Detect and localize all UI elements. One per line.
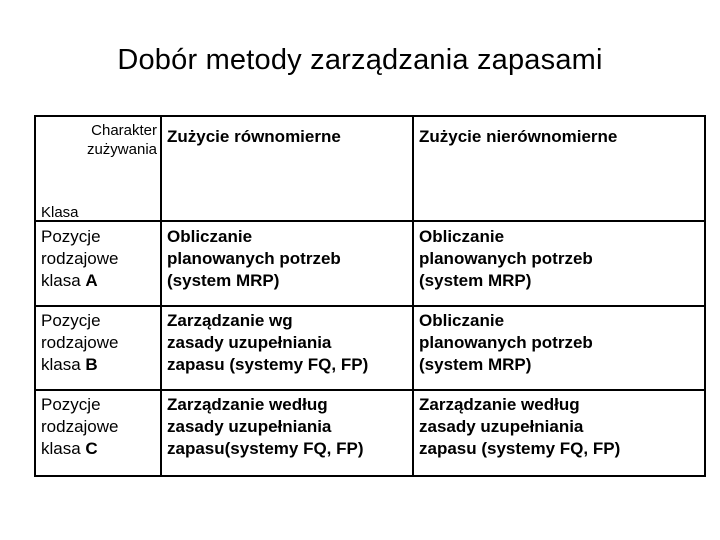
cell-line: Obliczanie: [167, 227, 253, 246]
cell-line: Zarządzanie według: [419, 395, 580, 414]
row-label-class-a: [41, 226, 119, 292]
cell-c-uniform: [167, 394, 364, 460]
cell-line: planowanych potrzeb: [419, 249, 593, 268]
row-class-letter: C: [85, 439, 98, 458]
row-label-line: Pozycje: [41, 311, 101, 330]
row-label-prefix: klasa: [41, 355, 86, 374]
column-header-uniform: Zużycie równomierne: [167, 127, 341, 146]
cell-line: Zarządzanie wg: [167, 311, 293, 330]
row-label-prefix: klasa: [41, 271, 86, 290]
corner-header-class: Klasa: [41, 204, 79, 221]
cell-line: zasady uzupełniania: [419, 417, 584, 436]
cell-a-nonuniform: [419, 226, 593, 292]
cell-line: zapasu(systemy FQ, FP): [167, 439, 364, 458]
row-divider: [36, 220, 704, 222]
row-label-line: Pozycje: [41, 395, 101, 414]
cell-line: (system MRP): [419, 271, 532, 290]
row-divider: [36, 389, 704, 391]
cell-b-nonuniform: [419, 310, 593, 376]
cell-line: zapasu (systemy FQ, FP): [167, 355, 369, 374]
cell-c-nonuniform: [419, 394, 620, 460]
page-title: Dobór metody zarządzania zapasami: [117, 44, 603, 76]
cell-line: zapasu (systemy FQ, FP): [419, 439, 621, 458]
row-label-line: rodzajowe: [41, 333, 119, 352]
cell-line: planowanych potrzeb: [167, 249, 341, 268]
row-label-line: rodzajowe: [41, 249, 119, 268]
row-class-letter: A: [85, 271, 98, 290]
cell-a-uniform: [167, 226, 341, 292]
row-label-line: [41, 354, 119, 376]
cell-line: Zarządzanie według: [167, 395, 328, 414]
row-label-line: rodzajowe: [41, 417, 119, 436]
row-label-line: [41, 438, 119, 460]
cell-line: Obliczanie: [419, 311, 505, 330]
corner-label: Charakter: [91, 122, 157, 139]
column-header-nonuniform: Zużycie nierównomierne: [419, 127, 618, 146]
row-label-prefix: klasa: [41, 439, 86, 458]
row-class-letter: B: [85, 355, 98, 374]
corner-header-consumption: [72, 121, 157, 159]
column-divider: [160, 117, 162, 475]
row-label-line: Pozycje: [41, 227, 101, 246]
row-label-line: [41, 270, 119, 292]
cell-line: zasady uzupełniania: [167, 417, 332, 436]
corner-label: zużywania: [86, 141, 157, 158]
row-label-class-b: [41, 310, 119, 376]
method-selection-table: [34, 115, 706, 477]
cell-line: (system MRP): [167, 271, 280, 290]
row-divider: [36, 305, 704, 307]
row-label-class-c: [41, 394, 119, 460]
column-divider: [412, 117, 414, 475]
cell-line: zasady uzupełniania: [167, 333, 332, 352]
cell-line: Obliczanie: [419, 227, 505, 246]
cell-line: (system MRP): [419, 355, 532, 374]
cell-line: planowanych potrzeb: [419, 333, 593, 352]
cell-b-uniform: [167, 310, 368, 376]
